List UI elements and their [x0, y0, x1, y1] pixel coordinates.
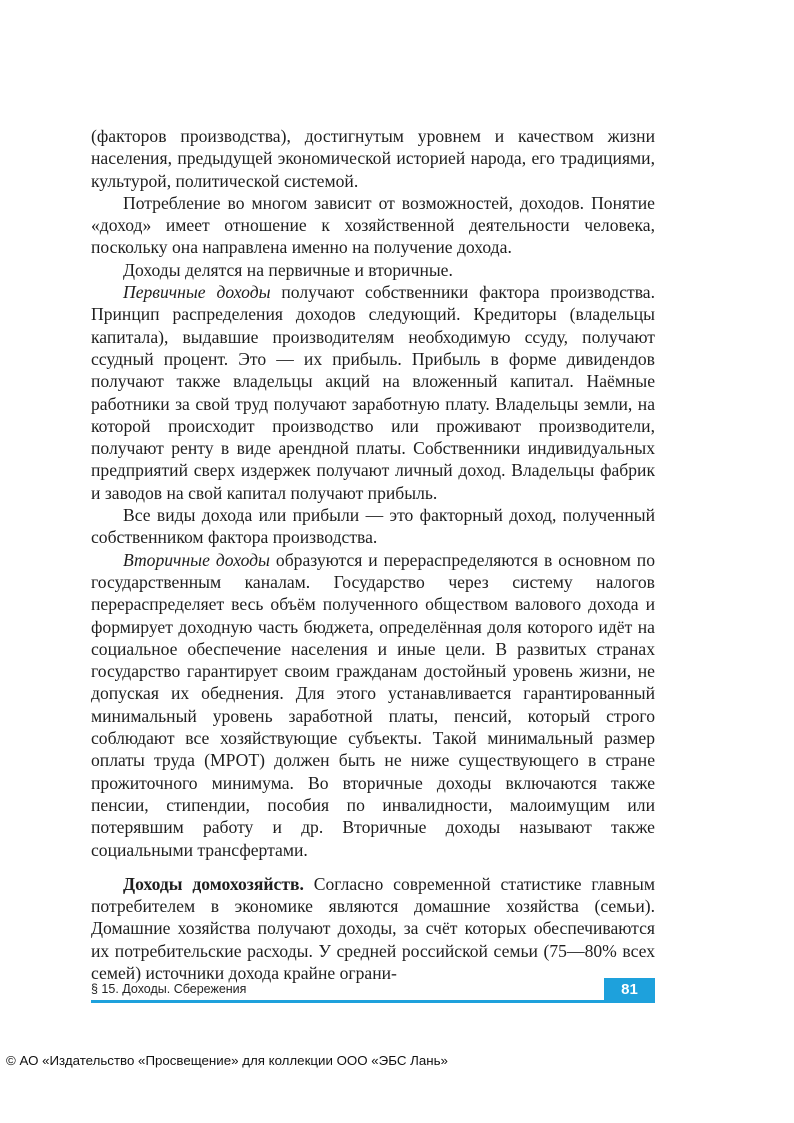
paragraph-factor-income: Все виды дохода или прибыли — это факторный доход, полученный собственником фактора производства. — [91, 505, 655, 548]
copyright-notice: © АО «Издательство «Просвещение» для коллекции ООО «ЭБС Лань» — [6, 1053, 448, 1068]
paragraph-primary-income — [91, 281, 655, 504]
page-footer — [91, 978, 655, 1006]
term-secondary-income: Вторичные доходы — [123, 549, 270, 570]
secondary-income-text: образуются и перераспределяются в основном по государственным каналам. Государство через систему налогов перераспределяет весь объём полученного обществом валового дохода и формирует доходную часть бюджета, определённая доля которого идёт на социальное обеспечение населения и иные цели. В развитых странах государство гарантирует своим гражданам достойный уровень жизни, не допуская их обеднения. Для этого устанавливается гарантированный минимальный уровень заработной платы, пенсий, который строго соблюдают все хозяйствующие субъекты. Такой минимальный размер оплаты труда (МРОТ) должен быть не ниже существующего в стране прожиточного минимума. Во вторичные доходы включаются также пенсии, стипендии, пособия по инвалидности, малоимущим или потерявшим работу и др. Вторичные доходы называют также социальными трансфертами. — [91, 549, 655, 860]
paragraph-continuation: (факторов производства), достигнутым уровнем и качеством жизни населения, предыдущей экономической историей народа, его традициями, культурой, политической системой. — [91, 126, 655, 191]
page-number: 81 — [604, 978, 655, 1003]
paragraph-income-types: Доходы делятся на первичные и вторичные. — [123, 259, 453, 280]
household-income-text: Согласно современной статистике главным потребителем в экономике являются домашние хозяйства (семьи). Домашние хозяйства получают доходы, за счёт которых обеспечиваются их потребительские расходы. У средней российской семьи (75—80% всех семей) источники дохода крайне ограни- — [91, 873, 656, 983]
term-primary-income: Первичные доходы — [123, 282, 271, 303]
run-in-heading-household: Доходы домохозяйств. — [123, 873, 304, 894]
primary-income-text: получают собственники фактора производства. Принцип распределения доходов следующий. Кредиторы (владельцы капитала), выдавшие производителям необходимую ссуду, получают ссудный процент. Это — их прибыль. Прибыль в форме дивидендов получают также владельцы акций на вложенный капитал. Наёмные работники за свой труд получают заработную плату. Владельцы земли, на которой происходит производство или проживают производители, получают ренту в виде арендной платы. Собственники индивидуальных предприятий сверх издержек получают личный доход. Владельцы фабрик и заводов на свой капитал получают прибыль. — [91, 282, 655, 503]
paragraph-household-income — [91, 873, 655, 984]
footer-section-title: § 15. Доходы. Сбережения — [91, 982, 247, 996]
main-text — [91, 125, 655, 984]
paragraph-consumption: Потребление во многом зависит от возможностей, доходов. Понятие «доход» имеет отношение к хозяйственной деятельности человека, поскольку она направлена именно на получение дохода. — [91, 192, 655, 258]
paragraph-secondary-income — [91, 549, 655, 861]
footer-rule — [91, 1000, 655, 1003]
